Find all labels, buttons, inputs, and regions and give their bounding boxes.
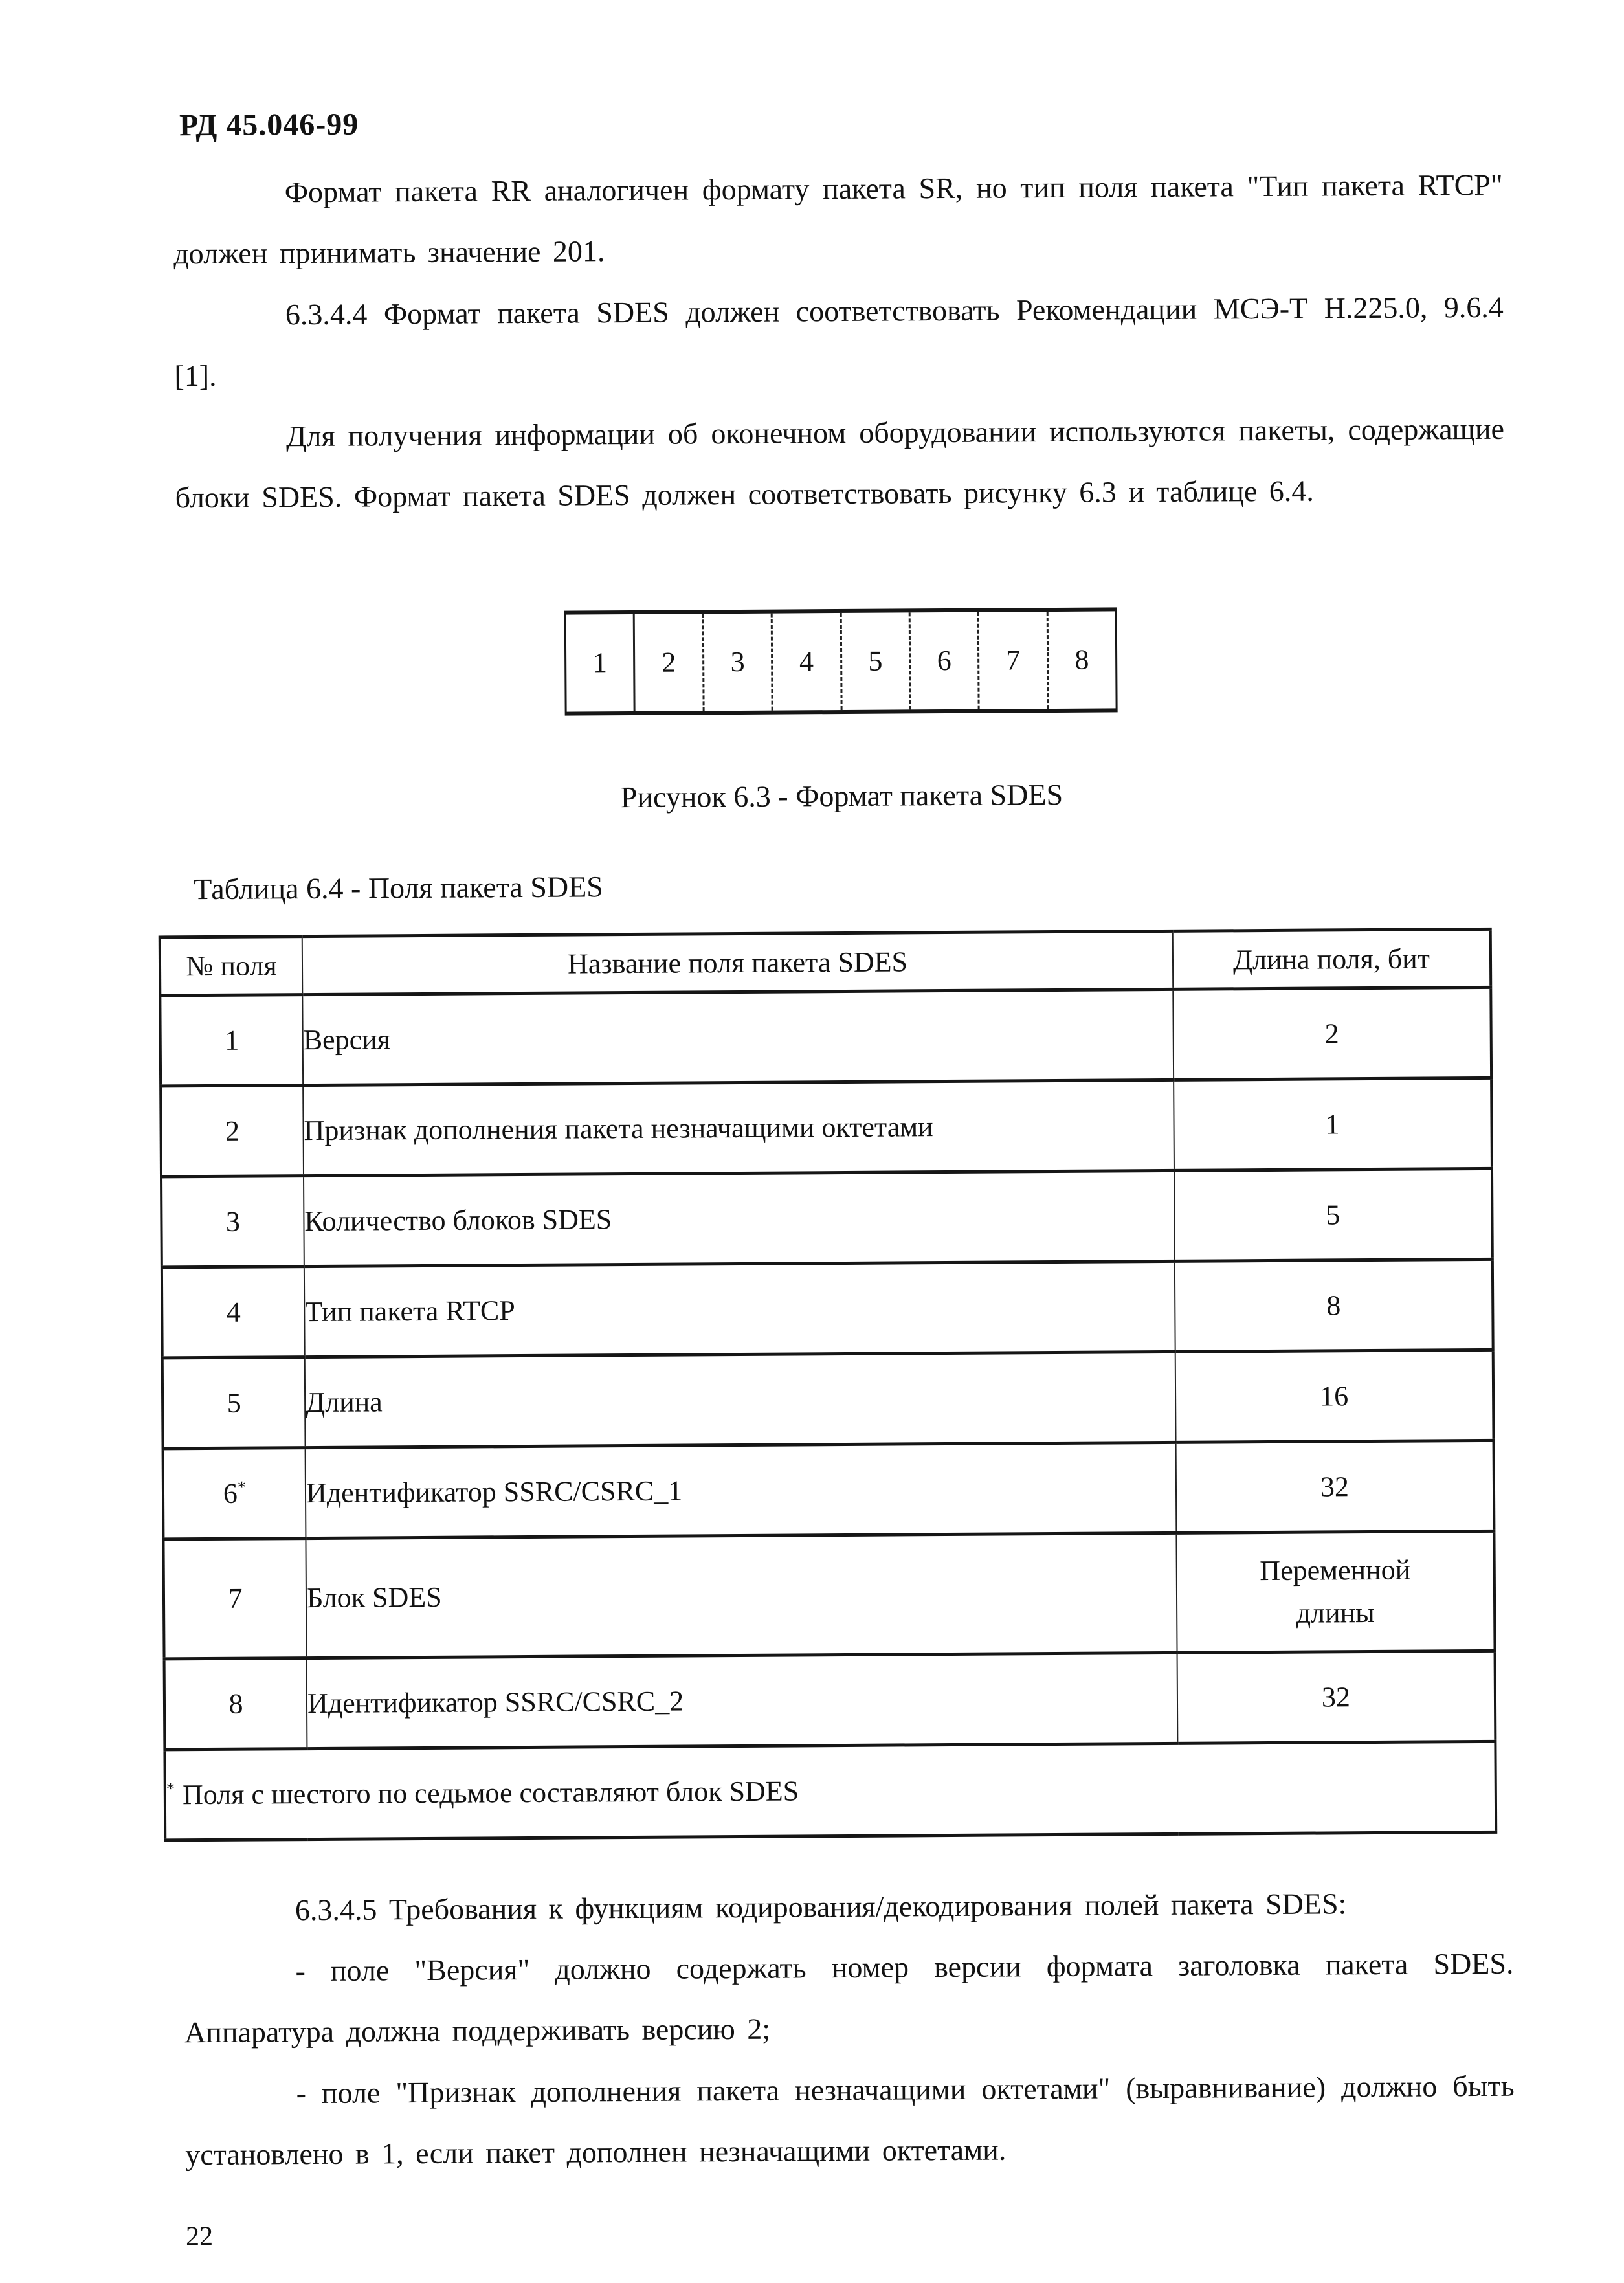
- table-footnote-row: [164, 1741, 1496, 1840]
- header-field-number: № поля: [160, 936, 303, 995]
- page-number: 22: [185, 2222, 214, 2252]
- paragraph-padding-field: - поле "Признак дополнения пакета незначащими октетами" (выравнивание) должно быть установлено в 1, если пакет дополнен незначащими октетами.: [185, 2069, 1515, 2172]
- table-footnote-text: Поля с шестого по седьмое составляют блок SDES: [182, 1775, 799, 1811]
- paragraph-sdes-intro: Для получения информации об оконечном оборудовании используются пакеты, содержащие блоки SDES. Формат пакета SDES должен соответствовать рисунку 6.3 и таблице 6.4.: [175, 412, 1505, 515]
- table-row: 8 Идентификатор SSRC/CSRC_2 32: [164, 1651, 1496, 1750]
- figure-cell-4: 4: [771, 613, 840, 711]
- table-row: 3 Количество блоков SDES 5: [161, 1168, 1493, 1267]
- figure-cell-6: 6: [909, 612, 978, 710]
- table-row: 4 Тип пакета RTCP 8: [162, 1259, 1493, 1358]
- figure-sdes-packet-diagram: [564, 607, 1118, 715]
- table-title: Таблица 6.4 - Поля пакета SDES: [194, 870, 603, 906]
- figure-cell-2: 2: [633, 614, 702, 711]
- figure-cell-5: 5: [840, 612, 909, 710]
- footnote-marker: *: [166, 1778, 175, 1798]
- table-row: 5 Длина 16: [162, 1350, 1494, 1449]
- table-row: 1 Версия 2: [160, 987, 1491, 1086]
- table-row: 7 Блок SDES Переменной длины: [163, 1531, 1495, 1659]
- figure-cell-3: 3: [702, 613, 771, 711]
- table-row: 6* Идентификатор SSRC/CSRC_1 32: [163, 1440, 1495, 1539]
- sdes-fields-table: [159, 928, 1498, 1842]
- footnote-marker: *: [237, 1476, 247, 1497]
- table-row: 2 Признак дополнения пакета незначащими октетами 1: [161, 1078, 1492, 1177]
- figure-cell-7: 7: [977, 612, 1047, 709]
- header-field-name: Название поля пакета SDES: [302, 931, 1174, 994]
- figure-caption: Рисунок 6.3 - Формат пакета SDES: [620, 777, 1063, 814]
- figure-cell-1: 1: [592, 647, 608, 679]
- paragraph-version-field: - поле "Версия" должно содержать номер версии формата заголовка пакета SDES. Аппаратура должна поддерживать версию 2;: [184, 1946, 1514, 2049]
- figure-cell-8: 8: [1046, 611, 1115, 709]
- header-field-length: Длина поля, бит: [1173, 929, 1491, 989]
- doc-number: РД 45.046-99: [179, 107, 359, 143]
- paragraph-6-3-4-5: 6.3.4.5 Требования к функциям кодирования/декодирования полей пакета SDES:: [295, 1887, 1347, 1926]
- paragraph-rr-format: Формат пакета RR аналогичен формату пакета SR, но тип поля пакета "Тип пакета RTCP" должен принимать значение 201.: [173, 168, 1503, 271]
- paragraph-6-3-4-4: 6.3.4.4 Формат пакета SDES должен соответствовать Рекомендации МСЭ-Т Н.225.0, 9.6.4 [1].: [174, 290, 1504, 393]
- table-header-row: [160, 929, 1491, 996]
